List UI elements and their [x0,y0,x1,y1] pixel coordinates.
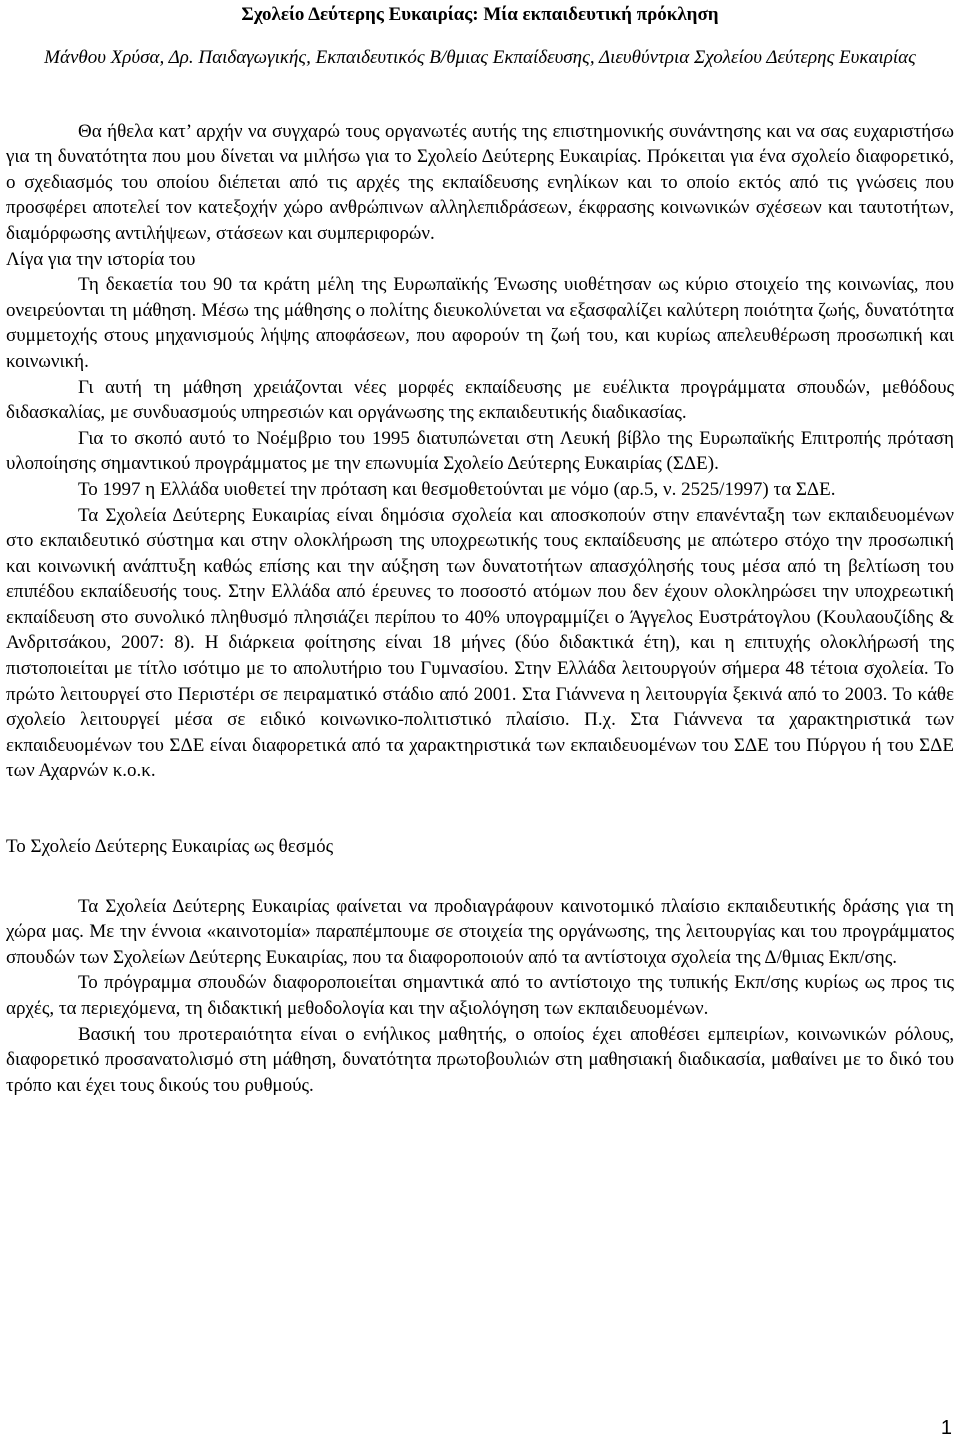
history-paragraph: Για το σκοπό αυτό το Νοέμβριο του 1995 διατυπώνεται στη Λευκή βίβλο της Ευρωπαϊκής Επιτροπής πρόταση υλοποίησης σημαντικού προγράμματος με την επωνυμία Σχολείο Δεύτερης Ευκαιρίας (ΣΔΕ). [6,427,954,475]
spacer [6,71,954,119]
history-paragraph: Το 1997 η Ελλάδα υιοθετεί την πρόταση και θεσμοθετούνται με νόμο (αρ.5, ν. 2525/1997) τα ΣΔΕ. [78,478,836,500]
institution-paragraph: Τα Σχολεία Δεύτερης Ευκαιρίας φαίνεται να προδιαγράφουν καινοτομικό πλαίσιο εκπαιδευτικής δράσης για τη χώρα μας. Με την έννοια «καινοτομία» παραπέμπουμε σε στοιχεία της οργάνωσης, της λειτουργίας και του προγράμματος σπουδών των Σχολείων Δεύτερης Ευκαιρίας, που τα διαφοροποιούν από τα αντίστοιχα σχολεία της Δ/θμιας Εκπ/σης. [6,895,954,968]
institution-heading: Το Σχολείο Δεύτερης Ευκαιρίας ως θεσμός [6,836,334,858]
history-heading: Λίγα για την ιστορία του [6,248,196,270]
document-title: Σχολείο Δεύτερης Ευκαιρίας: Μία εκπαιδευτική πρόκληση [241,4,719,25]
spacer [6,860,954,894]
page-number: 1 [940,1417,952,1439]
history-paragraph: Τα Σχολεία Δεύτερης Ευκαιρίας είναι δημόσια σχολεία και αποσκοπούν στην επανένταξη των εκπαιδευομένων στο εκπαιδευτικό σύστημα και στην ολοκλήρωση της υποχρεωτικής τους εκπαίδευσης με απώτερο στόχο την προσωπική και κοινωνική ανάπτυξη καθώς επίσης και την αύξηση των δυνατοτήτων απασχόλησής τους μέσα από τη βελτίωση του επιπέδου εκπαίδευσής τους. Στην Ελλάδα από έρευνες το ποσοστό ατόμων που δεν έχουν ολοκληρώσει την υποχρεωτική εκπαίδευση στο συνολικό πληθυσμό πλησιάζει περίπου το 40% υπογραμμίζει ο Άγγελος Ευστράτογλου (Κουλαουζίδης & Ανδριτσάκου, 2007: 8). Η διάρκεια φοίτησης είναι 18 μήνες (δύο διδακτικά έτη), και η επιτυχής ολοκλήρωσή της πιστοποιείται με τίτλο ισότιμο με το απολυτήριο του Γυμνασίου. Στην Ελλάδα λειτουργούν σήμερα 48 τέτοια σχολεία. Το πρώτο λειτουργεί στο Περιστέρι σε πειραματικό στάδιο από 2001. Στα Γιάννενα η λειτουργία ξεκινά από το 2003. Το κάθε σχολείο λειτουργεί μέσα σε ειδικό κοινωνικο-πολιτιστικό πλαίσιο. Π.χ. Στα Γιάννενα τα χαρακτηριστικά των εκπαιδευομένων του ΣΔΕ είναι διαφορετικά από τα χαρακτηριστικά των εκπαιδευομένων του ΣΔΕ του Πύργου ή του ΣΔΕ των Αχαρνών κ.ο.κ. [6,504,954,782]
intro-paragraph: Θα ήθελα κατ’ αρχήν να συγχαρώ τους οργανωτές αυτής της επιστημονικής συνάντησης και να σας ευχαριστήσω για τη δυνατότητα που μου δίνεται να μιλήσω για το Σχολείο Δεύτερης Ευκαιρίας. Πρόκειται για ένα σχολείο διαφορετικό, ο σχεδιασμός του οποίου διέπεται από τις αρχές της εκπαίδευσης ενηλίκων και το οποίο εκτός από τις γνώσεις που προσφέρει αποτελεί τον κατεξοχήν χώρο ανθρώπινων αλληλεπιδράσεων, έκφρασης κοινωνικών σχέσεων και ταυτοτήτων, διαμόρφωσης αντιλήψεων, στάσεων και συμπεριφορών. [6,120,954,244]
history-paragraph: Τη δεκαετία του 90 τα κράτη μέλη της Ευρωπαϊκής Ένωσης υιοθέτησαν ως κύριο στοιχείο της κοινωνίας, που ονειρεύονται τη μάθηση. Μέσω της μάθησης ο πολίτης διευκολύνεται να εξασφαλίζει καλύτερη ποιότητα ζωής, δυνατότητα συμμετοχής στους μηχανισμούς λήψης αποφάσεων, που αφορούν τη ζωή του, και κυρίως απελευθέρωση προσωπική και κοινωνική. [6,274,954,372]
author-line: Μάνθου Χρύσα, Δρ. Παιδαγωγικής, Εκπαιδευτικός Β/θμιας Εκπαίδευσης, Διευθύντρια Σχολείου Δεύτερης Ευκαιρίας [44,47,916,68]
institution-paragraph: Βασική του προτεραιότητα είναι ο ενήλικος μαθητής, ο οποίος έχει αποθέσει εμπειρίων, κοινωνικών ρόλους, διαφορετικό προσανατολισμό στη μάθηση, δυνατότητα πρωτοβουλιών στη μαθησιακή διαδικασία, μαθαίνει με το δικό του τρόπο και έχει τους δικούς του ρυθμούς. [6,1023,954,1096]
institution-paragraph: Το πρόγραμμα σπουδών διαφοροποιείται σημαντικά από το αντίστοιχο της τυπικής Εκπ/σης κυρίως ως προς τις αρχές, τα περιεχόμενα, τη διδακτική μεθοδολογία και την αξιολόγηση των εκπαιδευομένων. [6,972,954,1019]
document-page [0,2,960,1442]
spacer [6,784,954,834]
history-paragraph: Γι αυτή τη μάθηση χρειάζονται νέες μορφές εκπαίδευσης με ευέλικτα προγράμματα σπουδών, μεθόδους διδασκαλίας, με συνδυασμούς υπηρεσιών και οργάνωσης της εκπαιδευτικής διαδικασίας. [6,376,954,424]
